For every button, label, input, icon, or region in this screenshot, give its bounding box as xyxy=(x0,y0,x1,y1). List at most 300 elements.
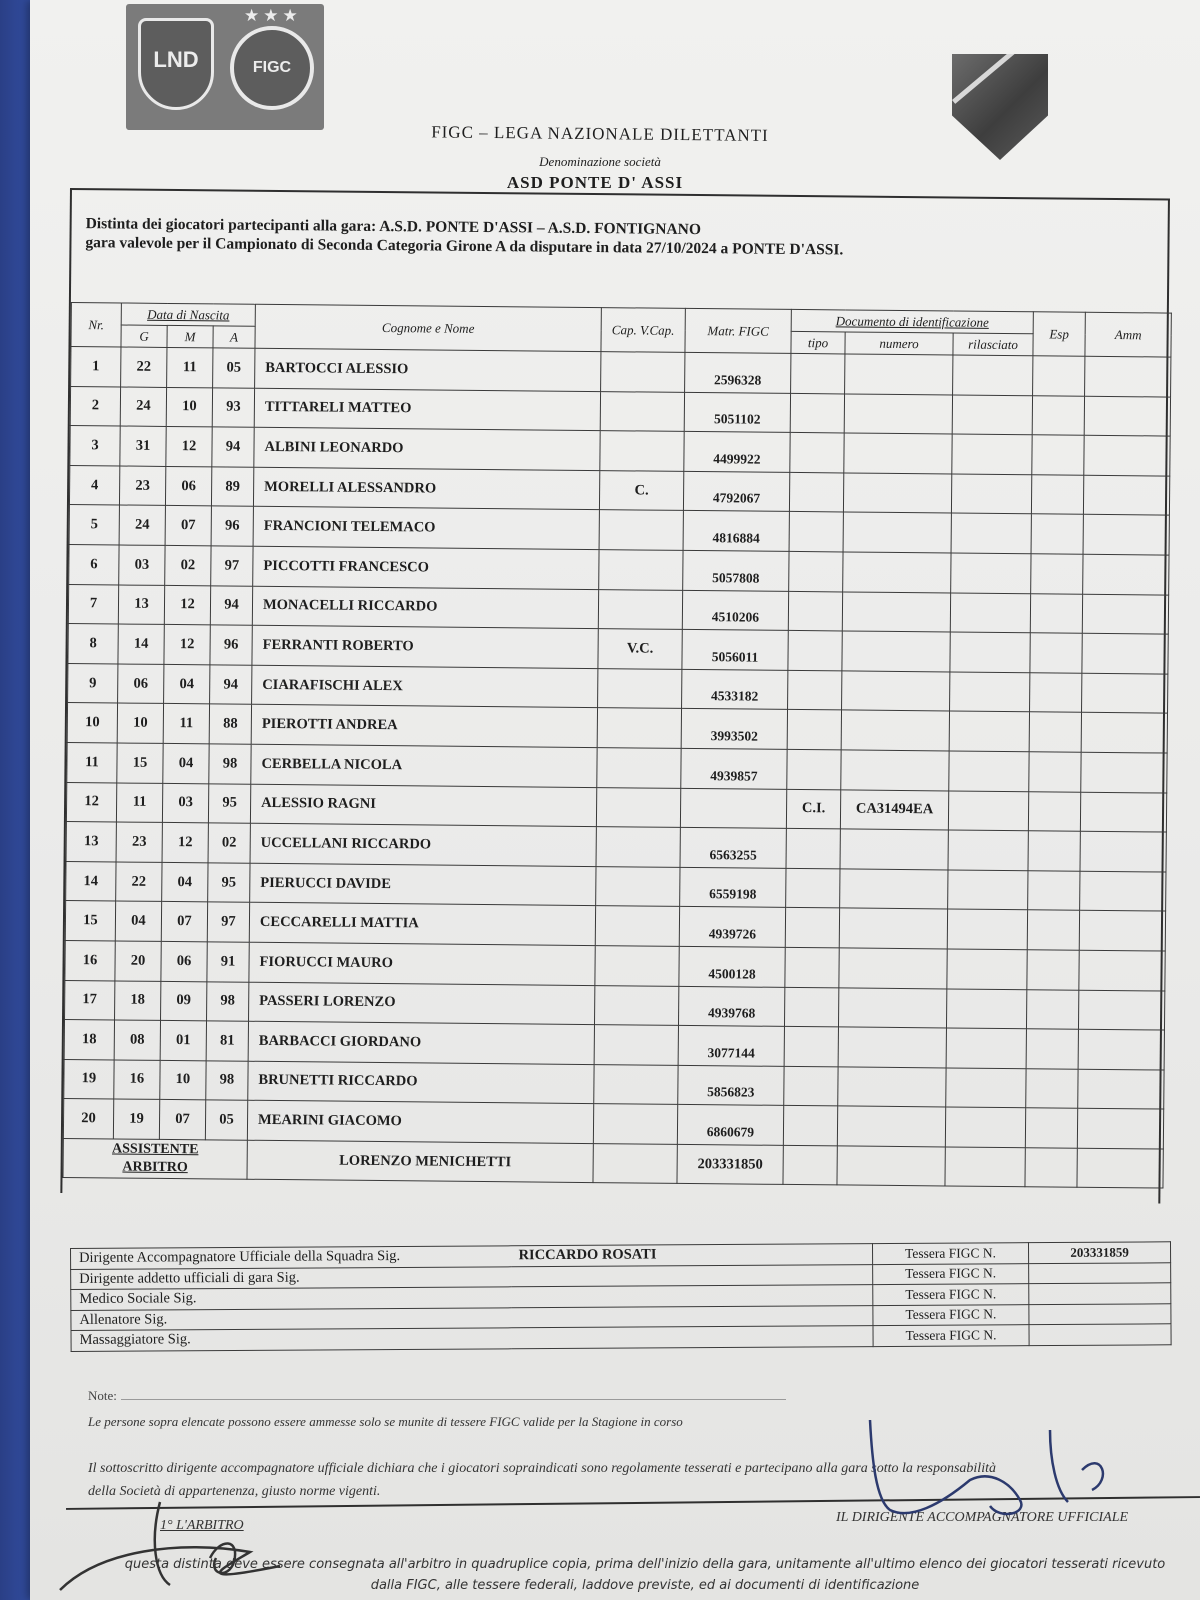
col-numero: numero xyxy=(845,332,953,355)
dob-month: 11 xyxy=(163,704,209,744)
doc-number xyxy=(845,354,953,395)
figc-number: 2596328 xyxy=(685,352,791,393)
dob-year: 97 xyxy=(207,902,249,942)
doc-type xyxy=(791,353,845,393)
tessera-label: Tessera FIGC N. xyxy=(872,1243,1028,1264)
player-name: CIARAFISCHI ALEX xyxy=(252,665,598,708)
figc-crest-icon xyxy=(230,26,314,110)
warned xyxy=(1079,911,1165,951)
col-esp: Esp xyxy=(1033,312,1085,356)
player-nr: 18 xyxy=(64,1020,114,1060)
expelled xyxy=(1026,989,1078,1029)
notes-label: Note: xyxy=(88,1388,117,1403)
expelled xyxy=(1032,435,1084,475)
dob-month: 04 xyxy=(162,862,208,902)
col-rilasciato: rilasciato xyxy=(953,333,1033,356)
assistant-cap xyxy=(593,1143,677,1183)
captain-mark xyxy=(600,391,684,431)
staff-name: RICCARDO ROSATI xyxy=(510,1244,872,1267)
doc-issued xyxy=(950,632,1030,672)
note-declaration-line-1: Il sottoscritto dirigente accompagnatore ufficiale dichiara che i giocatori sopraindicati sono regolamente tesserati e partecipano alla gara sotto la responsabilità xyxy=(88,1461,996,1476)
dob-day: 08 xyxy=(114,1020,160,1060)
col-tipo: tipo xyxy=(791,331,845,354)
player-nr: 5 xyxy=(69,505,119,545)
doc-number xyxy=(841,750,949,791)
tessera-number xyxy=(1029,1283,1171,1304)
doc-type xyxy=(788,670,842,710)
expelled xyxy=(1028,831,1080,871)
col-matr: Matr. FIGC xyxy=(685,308,791,353)
staff-name xyxy=(511,1305,873,1328)
doc-number xyxy=(838,1067,946,1108)
player-name: BRUNETTI RICCARDO xyxy=(248,1061,594,1104)
expelled xyxy=(1031,554,1083,594)
warned xyxy=(1083,475,1169,515)
doc-number xyxy=(842,631,950,672)
figc-number: 4939768 xyxy=(678,986,784,1027)
captain-mark xyxy=(596,787,680,827)
captain-mark xyxy=(594,1064,678,1104)
col-name: Cognome e Nome xyxy=(255,304,601,351)
player-name: MORELLI ALESSANDRO xyxy=(253,467,599,510)
figc-number: 4816884 xyxy=(683,511,789,552)
col-doc: Documento di identificazione xyxy=(791,309,1033,333)
col-dob: Data di Nascita xyxy=(121,303,255,326)
expelled xyxy=(1026,1068,1078,1108)
dob-year: 89 xyxy=(211,467,253,507)
player-nr: 10 xyxy=(67,703,117,743)
warned xyxy=(1082,594,1168,634)
note-declaration xyxy=(88,1457,1198,1503)
doc-type xyxy=(787,710,841,750)
assistant-label-line-1: ASSISTENTE xyxy=(112,1141,199,1158)
warned xyxy=(1078,990,1164,1030)
dob-year: 93 xyxy=(212,387,254,427)
player-name: UCCELLANI RICCARDO xyxy=(250,823,596,866)
match-intro xyxy=(71,190,1168,263)
expelled xyxy=(1027,950,1079,990)
player-name: ALESSIO RAGNI xyxy=(250,784,596,827)
assistant-amm xyxy=(1077,1148,1163,1188)
staff-label: Massaggiatore Sig. xyxy=(71,1328,511,1351)
captain-mark: V.C. xyxy=(598,629,682,669)
figc-number: 4499922 xyxy=(684,432,790,473)
dob-day: 16 xyxy=(114,1060,160,1100)
doc-issued xyxy=(952,395,1032,435)
dob-month: 06 xyxy=(161,941,207,981)
player-nr: 20 xyxy=(63,1099,113,1139)
dob-day: 14 xyxy=(118,624,164,664)
doc-issued xyxy=(947,949,1027,989)
dob-year: 97 xyxy=(211,546,253,586)
assistant-rilasciato xyxy=(945,1147,1025,1187)
dob-month: 04 xyxy=(164,664,210,704)
captain-mark xyxy=(595,906,679,946)
player-nr: 9 xyxy=(68,663,118,703)
captain-mark xyxy=(598,668,682,708)
figc-number: 4792067 xyxy=(683,471,789,512)
player-nr: 1 xyxy=(71,347,121,387)
figc-number: 3077144 xyxy=(678,1025,784,1066)
dob-year: 95 xyxy=(208,783,250,823)
doc-issued xyxy=(953,355,1033,395)
dob-day: 20 xyxy=(115,941,161,981)
doc-issued xyxy=(948,790,1028,830)
player-name: ALBINI LEONARDO xyxy=(254,427,600,470)
doc-issued xyxy=(950,593,1030,633)
dob-year: 88 xyxy=(209,704,251,744)
doc-type xyxy=(788,591,842,631)
col-g: G xyxy=(121,325,167,347)
expelled xyxy=(1031,514,1083,554)
captain-mark xyxy=(600,431,684,471)
footer-line-2: dalla FIGC, alle tessere federali, laddove previste, ed ai documenti di identificazione xyxy=(370,1578,920,1593)
dob-month: 04 xyxy=(163,743,209,783)
dob-month: 07 xyxy=(165,506,211,546)
player-name: BARBACCI GIORDANO xyxy=(248,1021,594,1064)
doc-number xyxy=(844,433,952,474)
player-nr: 19 xyxy=(64,1059,114,1099)
dob-month: 02 xyxy=(165,545,211,585)
dob-year: 98 xyxy=(209,744,251,784)
dob-day: 03 xyxy=(119,545,165,585)
player-nr: 7 xyxy=(68,584,118,624)
doc-type xyxy=(788,631,842,671)
player-nr: 2 xyxy=(70,386,120,426)
player-nr: 12 xyxy=(66,782,116,822)
player-name: FERRANTI ROBERTO xyxy=(252,625,598,668)
captain-mark xyxy=(597,748,681,788)
dob-month: 01 xyxy=(160,1021,206,1061)
player-name: CERBELLA NICOLA xyxy=(251,744,597,787)
expelled xyxy=(1031,475,1083,515)
dob-year: 98 xyxy=(207,981,249,1021)
player-name: CECCARELLI MATTIA xyxy=(249,903,595,946)
warned xyxy=(1081,713,1167,753)
warned xyxy=(1081,752,1167,792)
expelled xyxy=(1029,712,1081,752)
player-nr: 6 xyxy=(69,544,119,584)
doc-issued xyxy=(947,909,1027,949)
staff-table xyxy=(70,1241,1172,1351)
warned xyxy=(1078,1029,1164,1069)
warned xyxy=(1079,950,1165,990)
doc-issued xyxy=(950,672,1030,712)
dob-year: 98 xyxy=(206,1061,248,1101)
players-table xyxy=(62,302,1171,1189)
expelled xyxy=(1030,593,1082,633)
tessera-label: Tessera FIGC N. xyxy=(873,1284,1029,1305)
stars-icon: ★★★ xyxy=(244,6,302,25)
col-m: M xyxy=(167,325,213,347)
dob-month: 09 xyxy=(161,981,207,1021)
warned xyxy=(1082,633,1168,673)
staff-label: Dirigente Accompagnatore Ufficiale della Squadra Sig. xyxy=(71,1246,511,1269)
player-name: BARTOCCI ALESSIO xyxy=(255,348,601,391)
club-label: Denominazione società xyxy=(539,154,661,169)
dob-year: 05 xyxy=(205,1100,247,1140)
tessera-label: Tessera FIGC N. xyxy=(873,1263,1029,1284)
player-name: PIEROTTI ANDREA xyxy=(251,705,597,748)
note-validity: Le persone sopra elencate possono essere ammesse solo se munite di tessere FIGC valide per la Stagione in corso xyxy=(88,1414,683,1429)
player-rows xyxy=(63,347,1171,1149)
doc-number: CA31494EA xyxy=(840,789,948,830)
dob-day: 22 xyxy=(121,347,167,387)
doc-issued xyxy=(951,513,1031,553)
doc-number xyxy=(839,948,947,989)
figc-number: 4510206 xyxy=(682,590,788,631)
warned xyxy=(1082,673,1168,713)
doc-number xyxy=(843,512,951,553)
tessera-number xyxy=(1029,1324,1171,1345)
staff-label: Medico Sociale Sig. xyxy=(71,1287,511,1310)
captain-mark xyxy=(601,352,685,392)
dob-year: 96 xyxy=(210,625,252,665)
dob-year: 02 xyxy=(208,823,250,863)
doc-type xyxy=(790,393,844,433)
expelled xyxy=(1028,870,1080,910)
figc-number: 6559198 xyxy=(680,867,786,908)
captain-mark xyxy=(594,985,678,1025)
dob-day: 24 xyxy=(120,387,166,427)
doc-number xyxy=(839,908,947,949)
tessera-number xyxy=(1029,1262,1171,1283)
doc-number xyxy=(838,987,946,1028)
tessera-number xyxy=(1029,1303,1171,1324)
expelled xyxy=(1033,356,1085,396)
doc-type xyxy=(784,987,838,1027)
player-nr: 11 xyxy=(67,742,117,782)
dob-year: 94 xyxy=(212,427,254,467)
figc-number: 5856823 xyxy=(678,1065,784,1106)
warned xyxy=(1080,792,1166,832)
dob-month: 12 xyxy=(164,625,210,665)
dob-year: 95 xyxy=(208,863,250,903)
logo-figc-text: FIGC xyxy=(252,59,292,76)
logo-lnd-text: LND xyxy=(153,47,199,72)
expelled xyxy=(1029,752,1081,792)
expelled xyxy=(1028,791,1080,831)
captain-mark xyxy=(599,510,683,550)
player-nr: 8 xyxy=(68,624,118,664)
doc-number xyxy=(842,591,950,632)
tessera-label: Tessera FIGC N. xyxy=(873,1304,1029,1325)
club-name: ASD PONTE D' ASSI xyxy=(506,173,684,192)
player-nr: 13 xyxy=(66,822,116,862)
player-name: MEARINI GIACOMO xyxy=(247,1101,593,1144)
assistant-matr: 203331850 xyxy=(677,1144,783,1185)
captain-mark xyxy=(596,866,680,906)
figc-number: 4939726 xyxy=(679,907,785,948)
warned xyxy=(1080,831,1166,871)
col-nr: Nr. xyxy=(71,303,121,347)
player-nr: 16 xyxy=(65,940,115,980)
players-frame xyxy=(60,188,1170,1204)
dob-month: 06 xyxy=(165,466,211,506)
captain-mark xyxy=(599,550,683,590)
player-nr: 3 xyxy=(70,426,120,466)
expelled xyxy=(1030,672,1082,712)
dob-day: 11 xyxy=(116,783,162,823)
doc-type xyxy=(790,433,844,473)
org-heading: FIGC – LEGA NAZIONALE DILETTANTI xyxy=(431,122,769,145)
doc-number xyxy=(840,869,948,910)
staff-rows xyxy=(71,1242,1172,1351)
doc-issued xyxy=(948,830,1028,870)
dob-month: 03 xyxy=(162,783,208,823)
dob-day: 22 xyxy=(116,862,162,902)
staff-name xyxy=(511,1264,873,1287)
dob-month: 12 xyxy=(166,427,212,467)
dob-year: 05 xyxy=(213,348,255,388)
assistant-label xyxy=(63,1138,247,1179)
dob-month: 12 xyxy=(162,823,208,863)
warned xyxy=(1080,871,1166,911)
doc-type xyxy=(786,829,840,869)
dob-day: 23 xyxy=(119,466,165,506)
doc-issued xyxy=(948,870,1028,910)
expelled xyxy=(1027,910,1079,950)
staff-label: Allenatore Sig. xyxy=(71,1307,511,1330)
staff-name xyxy=(511,1285,873,1308)
player-name: PICCOTTI FRANCESCO xyxy=(253,546,599,589)
intro-line-1: Distinta dei giocatori partecipanti alla gara: A.S.D. PONTE D'ASSI – A.S.D. FONTIGNANO xyxy=(85,215,702,239)
doc-number xyxy=(837,1106,945,1147)
captain-mark xyxy=(597,708,681,748)
warned xyxy=(1078,1069,1164,1109)
lnd-figc-logo xyxy=(126,4,324,130)
dob-day: 18 xyxy=(115,980,161,1020)
doc-type xyxy=(787,749,841,789)
captain-mark xyxy=(598,589,682,629)
player-name: PIERUCCI DAVIDE xyxy=(250,863,596,906)
captain-mark xyxy=(594,1025,678,1065)
figc-number: 4939857 xyxy=(681,748,787,789)
doc-issued xyxy=(949,751,1029,791)
doc-number xyxy=(843,473,951,514)
doc-type xyxy=(789,472,843,512)
doc-number xyxy=(843,552,951,593)
doc-type xyxy=(789,551,843,591)
dob-day: 23 xyxy=(116,822,162,862)
captain-mark: C. xyxy=(599,470,683,510)
doc-type xyxy=(784,1066,838,1106)
assistant-label-line-2: ARBITRO xyxy=(122,1159,188,1176)
assistant-numero xyxy=(837,1146,945,1187)
dob-year: 91 xyxy=(207,942,249,982)
doc-issued xyxy=(945,1107,1025,1147)
staff-name xyxy=(511,1326,873,1349)
doc-issued xyxy=(952,434,1032,474)
intro-line-2: gara valevole per il Campionato di Seconda Categoria Girone A da disputare in data 27/10/2024 a PONTE D'ASSI. xyxy=(85,234,844,259)
dob-month: 10 xyxy=(166,387,212,427)
footer-instructions xyxy=(90,1554,1200,1596)
doc-issued xyxy=(946,1068,1026,1108)
tessera-number: 203331859 xyxy=(1028,1242,1170,1263)
expelled xyxy=(1032,395,1084,435)
dob-year: 94 xyxy=(210,665,252,705)
warned xyxy=(1083,554,1169,594)
notes-rule xyxy=(121,1399,786,1400)
player-nr: 17 xyxy=(65,980,115,1020)
warned xyxy=(1077,1108,1163,1148)
expelled xyxy=(1026,1029,1078,1069)
expelled xyxy=(1030,633,1082,673)
dob-month: 07 xyxy=(161,902,207,942)
assistant-name: LORENZO MENICHETTI xyxy=(247,1140,593,1183)
figc-number: 4500128 xyxy=(679,946,785,987)
note-declaration-line-2: della Società di appartenenza, giusto norme vigenti. xyxy=(88,1484,381,1499)
lnd-shield-icon xyxy=(138,18,214,110)
referee-signature-label: 1° L'ARBITRO xyxy=(160,1518,244,1533)
doc-issued xyxy=(946,988,1026,1028)
footer-line-1: questa distinta deve essere consegnata all'arbitro in quadruplice copia, prima dell'inizio della gara, unitamente all'ultimo elenco dei giocatori tesserati ricevuto xyxy=(124,1557,1166,1572)
dob-day: 10 xyxy=(117,703,163,743)
doc-type xyxy=(784,1026,838,1066)
doc-number xyxy=(844,394,952,435)
dob-day: 31 xyxy=(120,426,166,466)
captain-mark xyxy=(593,1104,677,1144)
player-name: MONACELLI RICCARDO xyxy=(252,586,598,629)
dob-month: 12 xyxy=(164,585,210,625)
dob-day: 06 xyxy=(118,664,164,704)
dob-year: 81 xyxy=(206,1021,248,1061)
dob-day: 04 xyxy=(115,901,161,941)
doc-type xyxy=(786,868,840,908)
col-amm: Amm xyxy=(1085,312,1171,357)
doc-number xyxy=(841,710,949,751)
figc-number xyxy=(680,788,786,829)
figc-number: 5057808 xyxy=(683,550,789,591)
tessera-label: Tessera FIGC N. xyxy=(873,1325,1029,1346)
official-signature-label: IL DIRIGENTE ACCOMPAGNATORE UFFICIALE xyxy=(836,1510,1129,1525)
doc-issued xyxy=(949,711,1029,751)
dob-day: 13 xyxy=(118,585,164,625)
doc-number xyxy=(842,671,950,712)
assistant-tipo xyxy=(783,1145,837,1185)
doc-type xyxy=(789,512,843,552)
dob-month: 11 xyxy=(167,347,213,387)
figc-number: 6860679 xyxy=(677,1105,783,1146)
player-nr: 14 xyxy=(66,861,116,901)
figc-number: 6563255 xyxy=(680,828,786,869)
doc-number xyxy=(840,829,948,870)
notes-field xyxy=(88,1388,808,1404)
figc-number: 4533182 xyxy=(682,669,788,710)
captain-mark xyxy=(595,945,679,985)
dob-day: 19 xyxy=(113,1099,159,1139)
doc-type: C.I. xyxy=(786,789,840,829)
doc-issued xyxy=(946,1028,1026,1068)
player-nr: 15 xyxy=(65,901,115,941)
staff-label: Dirigente addetto ufficiali di gara Sig. xyxy=(71,1266,511,1289)
col-cap: Cap. V.Cap. xyxy=(601,308,685,353)
captain-mark xyxy=(596,827,680,867)
col-a: A xyxy=(213,326,255,348)
figc-number: 3993502 xyxy=(681,709,787,750)
player-name: FRANCIONI TELEMACO xyxy=(253,507,599,550)
doc-number xyxy=(838,1027,946,1068)
figc-number: 5051102 xyxy=(684,392,790,433)
player-nr: 4 xyxy=(69,465,119,505)
player-name: PASSERI LORENZO xyxy=(249,982,595,1025)
expelled xyxy=(1025,1108,1077,1148)
player-name: TITTARELI MATTEO xyxy=(254,388,600,431)
dob-year: 96 xyxy=(211,506,253,546)
warned xyxy=(1084,435,1170,475)
warned xyxy=(1085,356,1171,396)
warned xyxy=(1084,396,1170,436)
